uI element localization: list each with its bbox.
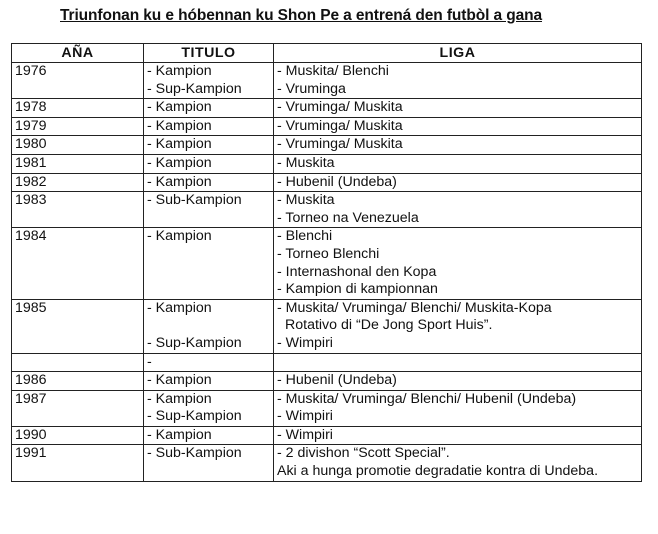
title-line: - Kampion (147, 228, 212, 245)
table-row (12, 154, 642, 173)
year-cell: 1987 (12, 390, 144, 426)
table-row (12, 117, 642, 136)
title-line: - Kampion (147, 63, 212, 79)
year-cell: 1980 (12, 136, 144, 155)
league-cell (274, 353, 642, 372)
table-row (12, 192, 642, 228)
title-line: - Sub-Kampion (147, 445, 242, 462)
league-line: Rotativo di “De Jong Sport Huis”. (285, 317, 493, 334)
title-cell (144, 136, 274, 155)
title-line: - Sup-Kampion (147, 80, 242, 97)
year-cell: 1990 (12, 426, 144, 445)
league-line: - Kampion di kampionnan (277, 281, 438, 298)
title-cell (144, 154, 274, 173)
league-line: - Vruminga/ Muskita (277, 136, 403, 153)
table-row (12, 99, 642, 118)
title-cell (144, 99, 274, 118)
title-line: - Kampion (147, 99, 212, 116)
league-cell (274, 154, 642, 173)
league-cell (274, 136, 642, 155)
title-line: - Kampion (147, 136, 212, 153)
league-line: - Muskita/ Vruminga/ Blenchi/ Hubenil (Undeba) (277, 390, 577, 407)
title-line: - Sup-Kampion (147, 334, 242, 351)
league-cell (274, 173, 642, 192)
title-line: - Kampion (147, 154, 212, 171)
league-line: - Hubenil (Undeba) (277, 372, 397, 389)
title-line: - Kampion (147, 390, 212, 407)
title-cell (144, 117, 274, 136)
league-line: - Wimpiri (277, 334, 333, 351)
title-line: - Kampion (147, 426, 212, 443)
document-title: Triunfonan ku e hóbennan ku Shon Pe a entrená den futbòl a gana (60, 7, 542, 24)
title-cell (144, 353, 274, 372)
year-cell: 1978 (12, 99, 144, 118)
league-line (277, 354, 641, 372)
title-cell (144, 192, 274, 228)
table-row (12, 299, 642, 353)
league-line: - Wimpiri (277, 408, 333, 425)
table-row (12, 353, 642, 372)
league-line: - Wimpiri (277, 426, 333, 443)
league-line: - Blenchi (277, 228, 333, 245)
league-line: - Muskita/ Blenchi (277, 63, 389, 79)
year-cell: 1981 (12, 154, 144, 173)
league-line: - Muskita/ Vruminga/ Blenchi/ Muskita-Kopa (277, 299, 552, 316)
table-row (12, 445, 642, 481)
title-line: - Sub-Kampion (147, 192, 242, 209)
table-row (12, 372, 642, 391)
league-cell (274, 390, 642, 426)
league-cell (274, 117, 642, 136)
title-cell (144, 228, 274, 299)
league-line: - Vruminga (277, 80, 346, 97)
title-line: - Kampion (147, 299, 212, 316)
table-row (12, 426, 642, 445)
league-cell (274, 426, 642, 445)
league-cell (274, 445, 642, 481)
year-cell: 1991 (12, 445, 144, 481)
title-cell (144, 299, 274, 353)
header-year: AÑA (12, 44, 144, 63)
year-cell: 1984 (12, 228, 144, 299)
title-cell (144, 445, 274, 481)
league-line: - Muskita (277, 154, 335, 171)
league-line: - Vruminga/ Muskita (277, 99, 403, 116)
league-cell (274, 299, 642, 353)
year-cell: 1985 (12, 299, 144, 353)
league-cell (274, 372, 642, 391)
table-row (12, 136, 642, 155)
league-cell (274, 99, 642, 118)
year-cell: 1976 (12, 63, 144, 99)
title-line: - Kampion (147, 173, 212, 190)
league-cell (274, 192, 642, 228)
header-row (12, 44, 642, 63)
year-cell: 1979 (12, 117, 144, 136)
title-line: - Kampion (147, 117, 212, 134)
year-cell: 1982 (12, 173, 144, 192)
league-line: - Hubenil (Undeba) (277, 173, 397, 190)
league-cell (274, 63, 642, 99)
table-row (12, 390, 642, 426)
title-cell (144, 390, 274, 426)
title-line (147, 317, 273, 335)
league-line: - Torneo na Venezuela (277, 209, 419, 226)
results-table (11, 43, 642, 482)
title-line: - (147, 353, 152, 370)
header-league: LIGA (274, 44, 642, 63)
title-line: - Sup-Kampion (147, 408, 242, 425)
table-body (12, 63, 642, 482)
table-row (12, 173, 642, 192)
title-cell (144, 426, 274, 445)
year-cell: 1986 (12, 372, 144, 391)
header-title: TITULO (144, 44, 274, 63)
title-cell (144, 173, 274, 192)
title-line: - Kampion (147, 372, 212, 389)
league-line: - 2 divishon “Scott Special”. (277, 445, 450, 462)
table-row (12, 63, 642, 99)
league-line: Aki a hunga promotie degradatie kontra di Undeba. (277, 463, 599, 480)
league-cell (274, 228, 642, 299)
league-line: - Internashonal den Kopa (277, 263, 437, 280)
league-line: - Muskita (277, 192, 335, 209)
league-line: - Vruminga/ Muskita (277, 117, 403, 134)
year-cell: 1983 (12, 192, 144, 228)
title-cell (144, 372, 274, 391)
year-cell (12, 353, 144, 372)
table-row (12, 228, 642, 299)
league-line: - Torneo Blenchi (277, 245, 380, 262)
title-cell (144, 63, 274, 99)
